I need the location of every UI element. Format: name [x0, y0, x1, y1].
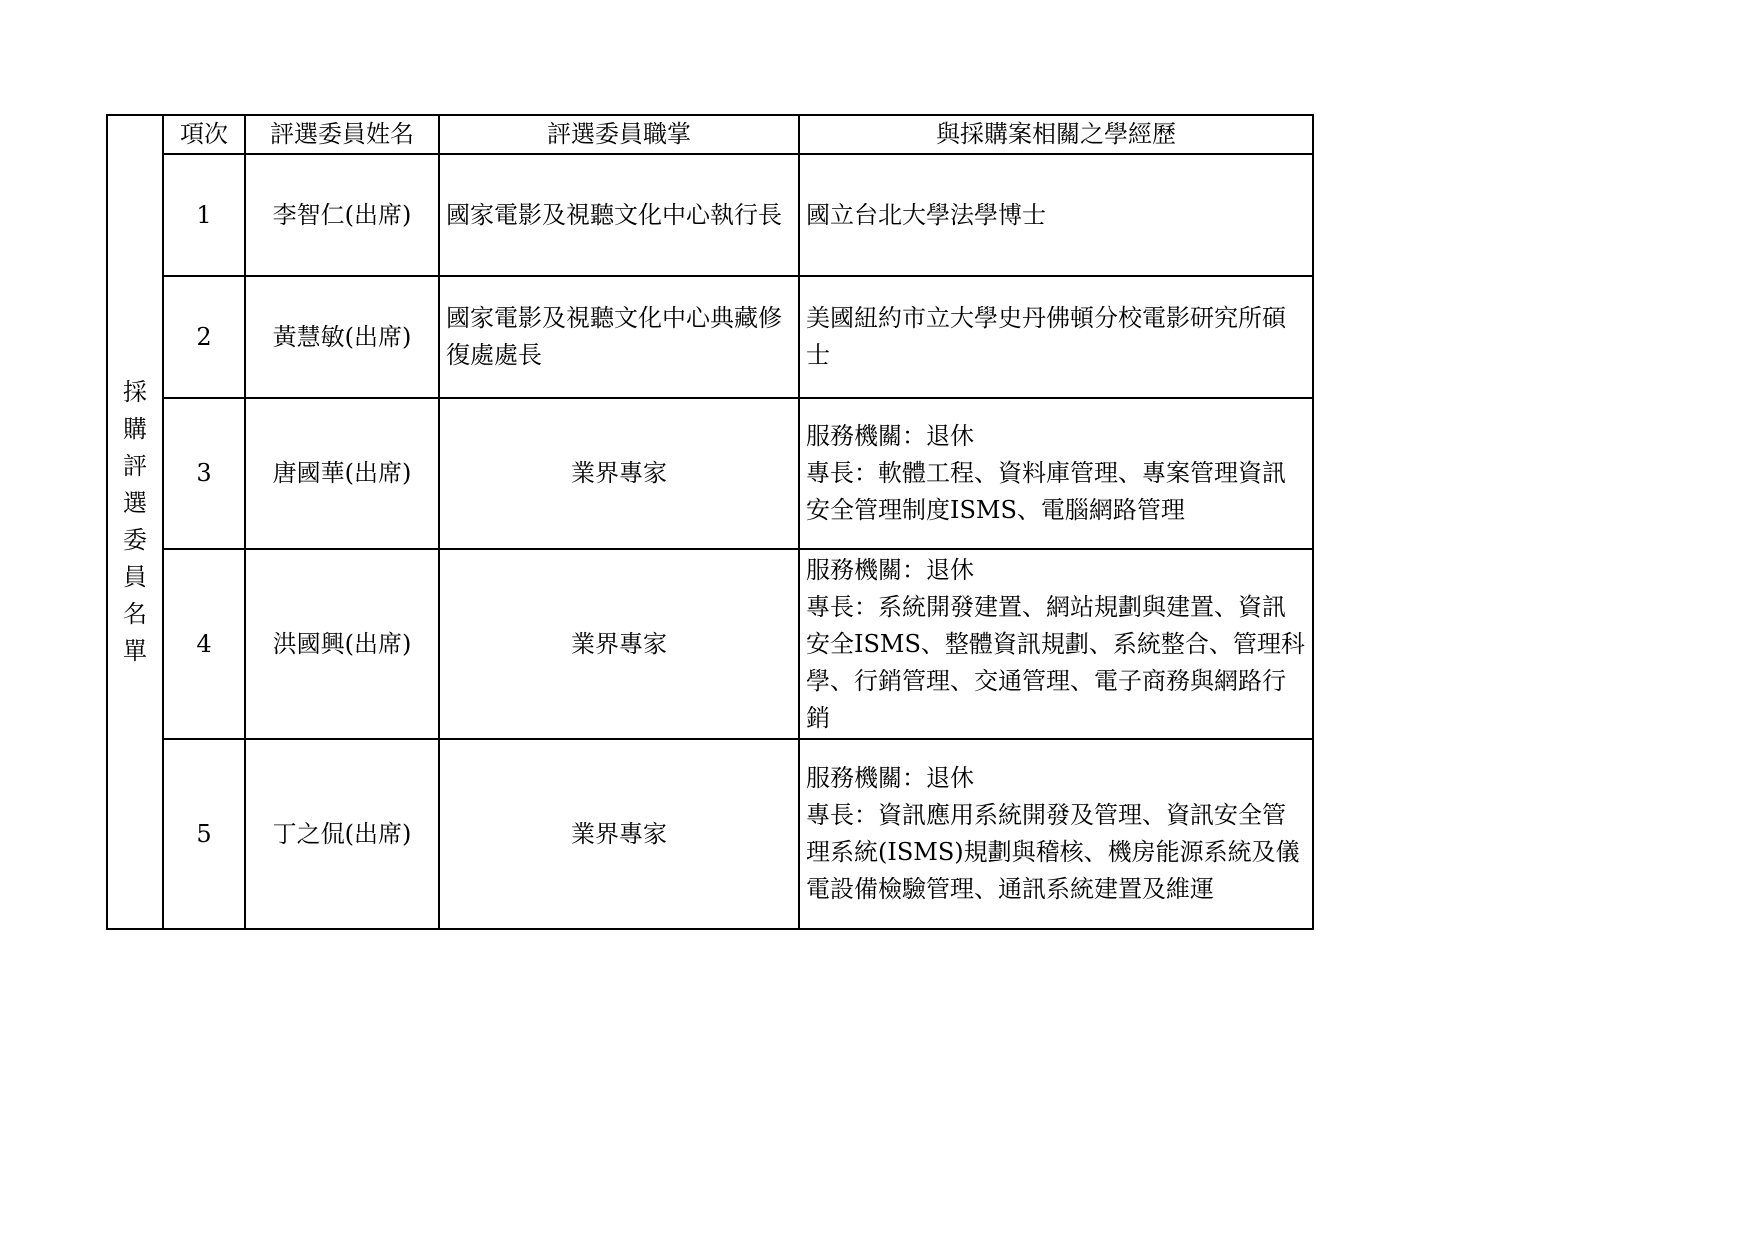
row-edu-text: 服務機關：退休 專長：軟體工程、資料庫管理、專案管理資訊安全管理制度ISMS、電腦網路管理 — [806, 422, 1286, 524]
header-edu: 與採購案相關之學經歷 — [799, 115, 1313, 154]
committee-roster-table — [106, 114, 1314, 930]
row-name: 丁之侃(出席) — [245, 739, 439, 929]
header-no: 項次 — [163, 115, 245, 154]
table-row — [107, 154, 1313, 276]
row-edu — [799, 276, 1313, 398]
row-edu-text: 國立台北大學法學博士 — [806, 200, 1046, 229]
table-row — [107, 398, 1313, 549]
row-edu — [799, 739, 1313, 929]
row-title-text: 國家電影及視聽文化中心典藏修復處處長 — [446, 304, 782, 369]
row-edu-text: 服務機關：退休 專長：資訊應用系統開發及管理、資訊安全管理系統(ISMS)規劃與稽核、機房能源系統及儀電設備檢驗管理、通訊系統建置及維運 — [806, 764, 1300, 903]
row-title — [439, 276, 799, 398]
table-header-row — [107, 115, 1313, 154]
row-edu-text: 服務機關：退休 專長：系統開發建置、網站規劃與建置、資訊安全ISMS、整體資訊規劃、系統整合、管理科學、行銷管理、交通管理、電子商務與網路行銷 — [806, 555, 1305, 732]
row-no: 4 — [163, 549, 245, 739]
row-no: 3 — [163, 398, 245, 549]
row-title — [439, 154, 799, 276]
row-name: 李智仁(出席) — [245, 154, 439, 276]
row-edu — [799, 549, 1313, 739]
row-title: 業界專家 — [439, 398, 799, 549]
side-label: 採購評選委員名單 — [123, 378, 147, 665]
row-edu — [799, 154, 1313, 276]
row-title-text: 國家電影及視聽文化中心執行長 — [446, 200, 782, 229]
header-title: 評選委員職掌 — [439, 115, 799, 154]
row-edu — [799, 398, 1313, 549]
table-row — [107, 276, 1313, 398]
row-no: 2 — [163, 276, 245, 398]
row-no: 5 — [163, 739, 245, 929]
side-label-cell — [107, 115, 163, 929]
row-name: 洪國興(出席) — [245, 549, 439, 739]
row-title: 業界專家 — [439, 739, 799, 929]
table-row — [107, 549, 1313, 739]
row-no: 1 — [163, 154, 245, 276]
header-name: 評選委員姓名 — [245, 115, 439, 154]
row-edu-text: 美國紐約市立大學史丹佛頓分校電影研究所碩士 — [806, 304, 1286, 369]
row-title: 業界專家 — [439, 549, 799, 739]
row-name: 唐國華(出席) — [245, 398, 439, 549]
row-name: 黃慧敏(出席) — [245, 276, 439, 398]
table-row — [107, 739, 1313, 929]
